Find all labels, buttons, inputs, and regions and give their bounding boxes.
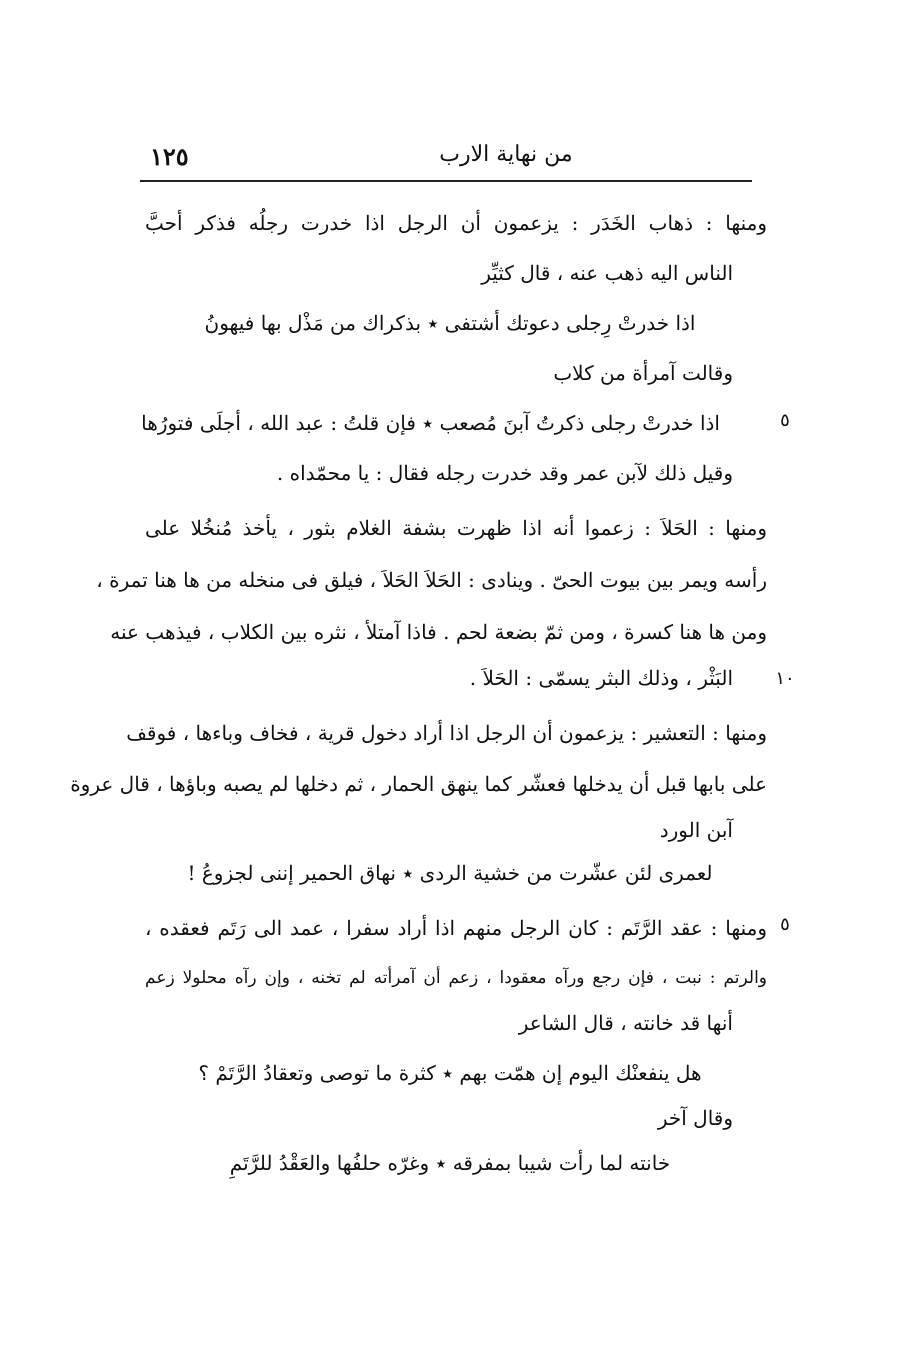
text-line: رأسه ويمر بين بيوت الحىّ . وينادى : الحَلاَ الحَلاَ ، فيلق فى منخله من ها هنا تمرة ، bbox=[96, 568, 767, 592]
line-number-margin: ٥ bbox=[780, 410, 790, 431]
text-line: ومنها : ذهاب الخَدَر : يزعمون أن الرجل اذا خدرت رجلُه فذكر أحبَّ bbox=[145, 211, 767, 235]
text-line: ومنها : الحَلاَ : زعموا أنه اذا ظهرت بشفة الغلام بثور ، يأخذ مُنخُلا على bbox=[145, 516, 767, 540]
text-line: على بابها قبل أن يدخلها فعشّر كما ينهق الحمار ، ثم دخلها لم يصبه وباؤها ، قال عروة bbox=[70, 772, 767, 796]
text-line: ومنها : التعشير : يزعمون أن الرجل اذا أراد دخول قرية ، فخاف وباءها ، فوقف bbox=[126, 721, 767, 745]
text-line: البَثْر ، وذلك البثر يسمّى : الحَلاَ . bbox=[469, 666, 733, 690]
text-line: وقال آخر bbox=[657, 1106, 733, 1130]
text-line: والرتم : نبت ، فإن رجع ورآه معقودا ، زعم أن آمرأته لم تخنه ، وإن رآه محلولا زعم bbox=[145, 968, 767, 988]
line-number-margin: ٥ bbox=[780, 914, 790, 935]
text-line: ومنها : عقد الرَّتَم : كان الرجل منهم اذا أراد سفرا ، عمد الى رَتَم فعقده ، bbox=[145, 916, 767, 940]
line-number-margin: ١٠ bbox=[775, 668, 795, 689]
verse-line: اذا خدرتْ رِجلى دعوتك أشتفى ٭ بذكراك من مَذْل بها فيهونُ bbox=[204, 311, 696, 335]
running-title: من نهاية الارب bbox=[439, 142, 573, 167]
text-line: أنها قد خانته ، قال الشاعر bbox=[518, 1011, 733, 1035]
text-line: الناس اليه ذهب عنه ، قال كثيِّر bbox=[481, 261, 733, 285]
verse-line: هل ينفعنْك اليوم إن همّت بهم ٭ كثرة ما توصى وتعقادُ الرَّتَمْ ؟ bbox=[198, 1061, 702, 1085]
text-line: ومن ها هنا كسرة ، ومن ثمّ بضعة لحم . فاذا آمتلأ ، نثره بين الكلاب ، فيذهب عنه bbox=[110, 620, 767, 644]
verse-line: خانته لما رأت شيبا بمفرقه ٭ وغرّه حلفُها والعَقْدُ للرَّتَمِ bbox=[229, 1151, 671, 1175]
page-number: ١٢٥ bbox=[150, 142, 189, 171]
verse-line: اذا خدرتْ رجلى ذكرتُ آبنَ مُصعب ٭ فإن قلتُ : عبد الله ، أجلَى فتورُها bbox=[141, 411, 720, 435]
text-line: وقيل ذلك لآبن عمر وقد خدرت رجله فقال : يا محمّداه . bbox=[276, 461, 733, 485]
text-line: آبن الورد bbox=[659, 818, 733, 842]
text-line: وقالت آمرأة من كلاب bbox=[553, 361, 733, 385]
page-header bbox=[140, 136, 752, 182]
verse-line: لعمرى لئن عشّرت من خشية الردى ٭ نهاق الحمير إننى لجزوعُ ! bbox=[187, 861, 713, 885]
